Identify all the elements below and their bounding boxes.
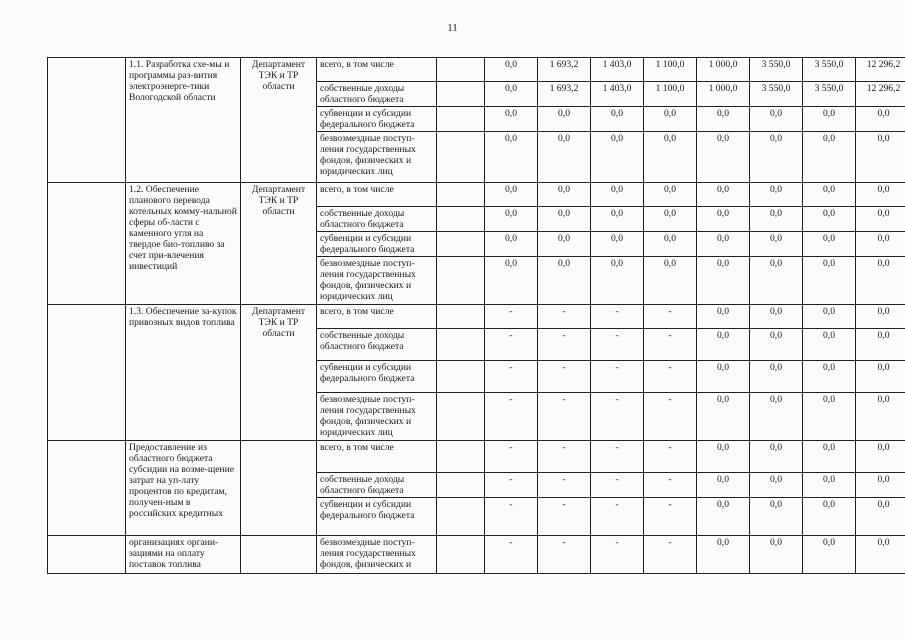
value-cell: 0,0 xyxy=(538,232,591,257)
table-row xyxy=(48,58,905,82)
value-cell: 0,0 xyxy=(803,207,856,232)
value-cell: 0,0 xyxy=(750,132,803,183)
value-cell: 0,0 xyxy=(750,536,803,574)
value-cell: 0,0 xyxy=(538,107,591,132)
value-cell: 3 550,0 xyxy=(750,58,803,82)
value-cell: 0,0 xyxy=(856,536,905,574)
value-cell: - xyxy=(538,498,591,536)
value-cell: - xyxy=(485,473,538,498)
value-cell: 0,0 xyxy=(803,536,856,574)
value-cell: 0,0 xyxy=(697,183,750,207)
funding-source-cell: собственные доходы областного бюджета xyxy=(317,207,437,232)
value-cell: - xyxy=(485,305,538,329)
value-cell: 0,0 xyxy=(750,183,803,207)
value-cell: 0,0 xyxy=(750,107,803,132)
funding-source-cell: субвенции и субсидии федерального бюджета xyxy=(317,107,437,132)
value-cell: 0,0 xyxy=(803,361,856,393)
table-row xyxy=(48,441,905,473)
measure-name: Предоставление из областного бюджета субсидии на возме-щение затрат на уп-лату процентов по кредитам, получен-ным в российских кредитных xyxy=(129,442,235,519)
value-cell: 1 693,2 xyxy=(538,58,591,82)
value-cell: 0,0 xyxy=(856,305,905,329)
empty-cell xyxy=(437,536,485,574)
value-cell: - xyxy=(538,393,591,441)
value-cell: 0,0 xyxy=(803,107,856,132)
funding-source-cell: безвозмездные поступ-ления государственных фондов, физических и юридических лиц xyxy=(317,393,437,441)
value-cell: 3 550,0 xyxy=(803,58,856,82)
measure-name: организациях органи-зациями на оплату поставок топлива xyxy=(129,537,219,570)
value-cell: - xyxy=(591,329,644,361)
value-cell: 1 100,0 xyxy=(644,82,697,107)
table-body xyxy=(48,58,905,574)
value-cell: 0,0 xyxy=(750,305,803,329)
value-cell: 0,0 xyxy=(485,232,538,257)
value-cell: - xyxy=(644,498,697,536)
funding-source-cell: всего, в том числе xyxy=(317,441,437,473)
value-cell: 12 296,2 xyxy=(856,58,905,82)
value-cell: - xyxy=(591,441,644,473)
empty-cell xyxy=(437,361,485,393)
value-cell: 0,0 xyxy=(591,207,644,232)
value-cell: - xyxy=(644,329,697,361)
value-cell: 0,0 xyxy=(750,473,803,498)
empty-cell xyxy=(437,305,485,329)
department-cell: Департамент ТЭК и ТР области xyxy=(241,58,317,183)
empty-cell xyxy=(437,257,485,305)
value-cell: 0,0 xyxy=(485,58,538,82)
funding-source-cell: всего, в том числе xyxy=(317,58,437,82)
value-cell: 0,0 xyxy=(644,257,697,305)
table-row xyxy=(48,305,905,329)
funding-source-cell: безвозмездные поступ-ления государственных фондов, физических и xyxy=(317,536,437,574)
value-cell: 0,0 xyxy=(750,361,803,393)
value-cell: 1 000,0 xyxy=(697,82,750,107)
value-cell: 0,0 xyxy=(644,107,697,132)
value-cell: 1 403,0 xyxy=(591,82,644,107)
value-cell: 0,0 xyxy=(856,183,905,207)
value-cell: 0,0 xyxy=(803,329,856,361)
value-cell: 0,0 xyxy=(856,207,905,232)
value-cell: 0,0 xyxy=(591,183,644,207)
value-cell: 0,0 xyxy=(697,536,750,574)
value-cell: - xyxy=(644,305,697,329)
value-cell: 0,0 xyxy=(803,473,856,498)
value-cell: - xyxy=(538,473,591,498)
value-cell: 0,0 xyxy=(591,232,644,257)
value-cell: 0,0 xyxy=(856,498,905,536)
empty-cell xyxy=(437,183,485,207)
value-cell: 0,0 xyxy=(856,132,905,183)
empty-cell xyxy=(437,58,485,82)
value-cell: 0,0 xyxy=(485,257,538,305)
value-cell: 1 100,0 xyxy=(644,58,697,82)
value-cell: 0,0 xyxy=(697,207,750,232)
value-cell: 0,0 xyxy=(644,132,697,183)
page-number: 11 xyxy=(447,22,458,34)
funding-source-cell: всего, в том числе xyxy=(317,183,437,207)
funding-source-cell: безвозмездные поступ-ления государственных фондов, физических и юридических лиц xyxy=(317,132,437,183)
measure-name: 1.2. Обеспечение планового перевода котельных комму-нальной сферы об-ласти с каменного угля на твердое био-топливо за счет при-влечения инвестиций xyxy=(129,184,237,272)
value-cell: 0,0 xyxy=(697,257,750,305)
value-cell: - xyxy=(591,305,644,329)
value-cell: 12 296,2 xyxy=(856,82,905,107)
value-cell: 0,0 xyxy=(856,329,905,361)
value-cell: 0,0 xyxy=(591,257,644,305)
funding-source-cell: субвенции и субсидии федерального бюджета xyxy=(317,361,437,393)
measure-name-cell xyxy=(126,183,241,305)
department-cell xyxy=(241,441,317,536)
value-cell: - xyxy=(485,498,538,536)
value-cell: 0,0 xyxy=(538,183,591,207)
measure-name: 1.3. Обеспечение за-купок привозных видов топлива xyxy=(129,306,237,328)
value-cell: 0,0 xyxy=(485,132,538,183)
value-cell: - xyxy=(485,536,538,574)
value-cell: 3 550,0 xyxy=(803,82,856,107)
value-cell: 0,0 xyxy=(803,132,856,183)
value-cell: 0,0 xyxy=(803,441,856,473)
department-cell: Департамент ТЭК и ТР области xyxy=(241,305,317,441)
value-cell: 1 693,2 xyxy=(538,82,591,107)
value-cell: - xyxy=(644,393,697,441)
value-cell: - xyxy=(538,305,591,329)
value-cell: 0,0 xyxy=(856,107,905,132)
value-cell: 0,0 xyxy=(697,498,750,536)
value-cell: 0,0 xyxy=(697,232,750,257)
number-cell xyxy=(48,58,126,183)
value-cell: - xyxy=(644,473,697,498)
empty-cell xyxy=(437,329,485,361)
funding-source-cell: собственные доходы областного бюджета xyxy=(317,82,437,107)
value-cell: 0,0 xyxy=(803,183,856,207)
value-cell: 0,0 xyxy=(750,498,803,536)
value-cell: 0,0 xyxy=(485,82,538,107)
value-cell: 0,0 xyxy=(591,107,644,132)
value-cell: - xyxy=(538,536,591,574)
value-cell: - xyxy=(644,536,697,574)
empty-cell xyxy=(437,207,485,232)
table-row xyxy=(48,536,905,574)
budget-table xyxy=(47,57,905,574)
value-cell: - xyxy=(591,361,644,393)
value-cell: - xyxy=(485,329,538,361)
value-cell: 0,0 xyxy=(697,132,750,183)
value-cell: - xyxy=(538,361,591,393)
empty-cell xyxy=(437,498,485,536)
value-cell: 0,0 xyxy=(803,232,856,257)
value-cell: 0,0 xyxy=(856,257,905,305)
value-cell: 0,0 xyxy=(697,473,750,498)
value-cell: 3 550,0 xyxy=(750,82,803,107)
value-cell: 0,0 xyxy=(856,232,905,257)
value-cell: 0,0 xyxy=(485,107,538,132)
value-cell: 0,0 xyxy=(485,207,538,232)
value-cell: 0,0 xyxy=(697,441,750,473)
value-cell: 1 403,0 xyxy=(591,58,644,82)
value-cell: 0,0 xyxy=(803,498,856,536)
funding-source-cell: субвенции и субсидии федерального бюджета xyxy=(317,498,437,536)
empty-cell xyxy=(437,393,485,441)
value-cell: - xyxy=(644,441,697,473)
number-cell xyxy=(48,183,126,305)
value-cell: 0,0 xyxy=(856,393,905,441)
value-cell: - xyxy=(591,498,644,536)
value-cell: - xyxy=(485,393,538,441)
value-cell: 0,0 xyxy=(697,305,750,329)
value-cell: - xyxy=(538,329,591,361)
funding-source-cell: всего, в том числе xyxy=(317,305,437,329)
value-cell: 0,0 xyxy=(750,441,803,473)
value-cell: 0,0 xyxy=(697,107,750,132)
value-cell: 0,0 xyxy=(485,183,538,207)
value-cell: 1 000,0 xyxy=(697,58,750,82)
number-cell xyxy=(48,536,126,574)
value-cell: 0,0 xyxy=(644,207,697,232)
measure-name-cell xyxy=(126,58,241,183)
measure-name-cell xyxy=(126,441,241,536)
funding-source-cell: безвозмездные поступ-ления государственных фондов, физических и юридических лиц xyxy=(317,257,437,305)
value-cell: 0,0 xyxy=(538,132,591,183)
measure-name: 1.1. Разработка схе-мы и программы раз-вития электроэнерге-тики Вологодской области xyxy=(129,59,230,103)
value-cell: - xyxy=(591,393,644,441)
empty-cell xyxy=(437,232,485,257)
empty-cell xyxy=(437,473,485,498)
value-cell: 0,0 xyxy=(750,393,803,441)
measure-name-cell xyxy=(126,536,241,574)
empty-cell xyxy=(437,82,485,107)
value-cell: 0,0 xyxy=(803,257,856,305)
value-cell: 0,0 xyxy=(750,232,803,257)
funding-source-cell: собственные доходы областного бюджета xyxy=(317,329,437,361)
value-cell: - xyxy=(538,441,591,473)
value-cell: 0,0 xyxy=(750,329,803,361)
value-cell: - xyxy=(485,441,538,473)
empty-cell xyxy=(437,441,485,473)
value-cell: 0,0 xyxy=(697,393,750,441)
value-cell: 0,0 xyxy=(538,207,591,232)
measure-name-cell xyxy=(126,305,241,441)
empty-cell xyxy=(437,132,485,183)
funding-source-cell: субвенции и субсидии федерального бюджета xyxy=(317,232,437,257)
value-cell: 0,0 xyxy=(750,207,803,232)
value-cell: - xyxy=(485,361,538,393)
value-cell: 0,0 xyxy=(697,361,750,393)
funding-source-cell: собственные доходы областного бюджета xyxy=(317,473,437,498)
value-cell: 0,0 xyxy=(856,473,905,498)
value-cell: 0,0 xyxy=(697,329,750,361)
value-cell: 0,0 xyxy=(803,393,856,441)
empty-cell xyxy=(437,107,485,132)
value-cell: - xyxy=(591,473,644,498)
department-cell xyxy=(241,536,317,574)
number-cell xyxy=(48,305,126,441)
table-row xyxy=(48,183,905,207)
value-cell: 0,0 xyxy=(803,305,856,329)
value-cell: 0,0 xyxy=(644,183,697,207)
number-cell xyxy=(48,441,126,536)
value-cell: - xyxy=(644,361,697,393)
value-cell: 0,0 xyxy=(591,132,644,183)
value-cell: 0,0 xyxy=(856,361,905,393)
value-cell: 0,0 xyxy=(750,257,803,305)
value-cell: 0,0 xyxy=(856,441,905,473)
department-cell: Департамент ТЭК и ТР области xyxy=(241,183,317,305)
value-cell: 0,0 xyxy=(538,257,591,305)
value-cell: 0,0 xyxy=(644,232,697,257)
value-cell: - xyxy=(591,536,644,574)
